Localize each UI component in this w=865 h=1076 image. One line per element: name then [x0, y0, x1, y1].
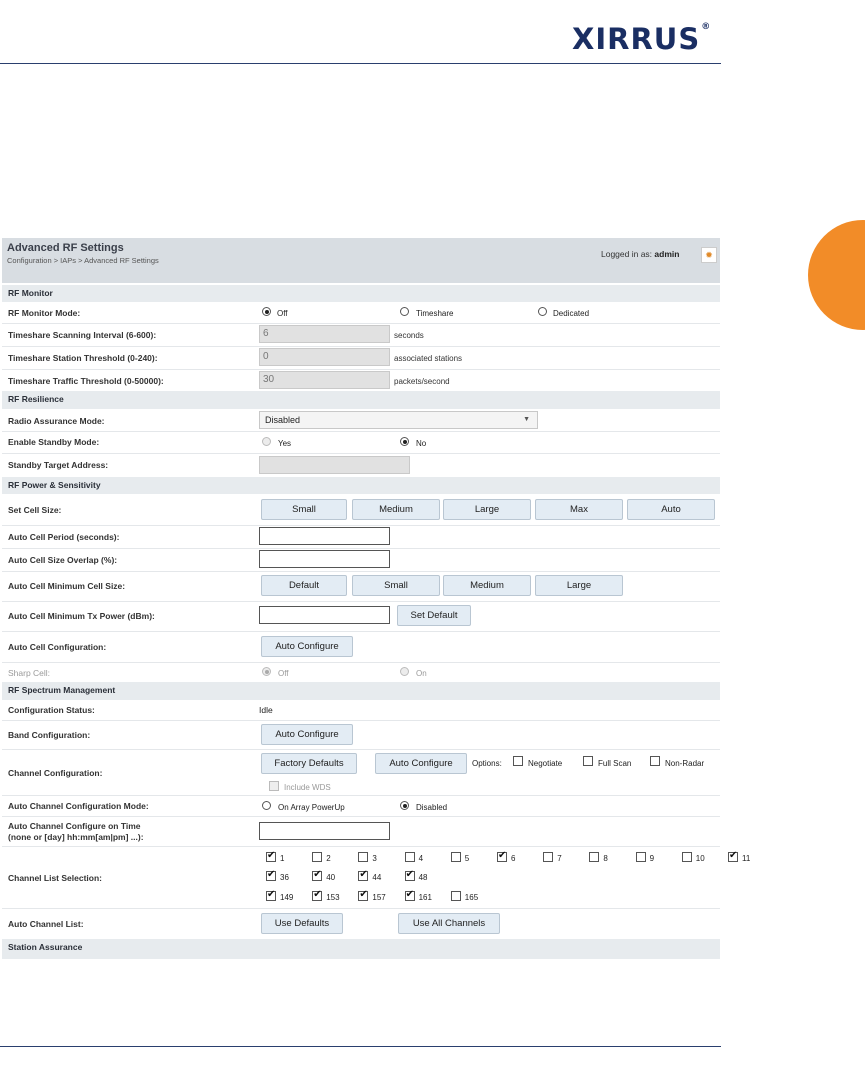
auto-channel-list-label: Auto Channel List: — [8, 919, 84, 929]
row-acc-mode — [2, 795, 720, 817]
config-status-label: Configuration Status: — [8, 705, 95, 715]
traffic-threshold-unit: packets/second — [394, 377, 450, 386]
cell-size-large-button[interactable]: Large — [443, 499, 531, 520]
username: admin — [654, 249, 680, 259]
rf-monitor-timeshare-radio[interactable] — [400, 307, 409, 316]
min-size-medium-button[interactable]: Medium — [443, 575, 531, 596]
station-threshold-label: Timeshare Station Threshold (0-240): — [8, 353, 158, 363]
acc-mode-label: Auto Channel Configuration Mode: — [8, 801, 149, 811]
header-rule — [0, 63, 721, 64]
row-timeshare-traffic — [2, 369, 720, 392]
channel-label: 2 — [326, 854, 331, 863]
row-auto-cell-overlap — [2, 548, 720, 572]
acc-powerup-radio[interactable] — [262, 801, 271, 810]
xirrus-logo: XIRRUS® — [572, 22, 712, 56]
station-threshold-unit: associated stations — [394, 354, 463, 363]
channel-checkbox[interactable] — [451, 852, 461, 862]
channel-checkbox[interactable] — [358, 871, 368, 881]
row-acc-time — [2, 816, 720, 847]
acc-time-input[interactable] — [259, 822, 390, 840]
section-rf-power: RF Power & Sensitivity — [2, 477, 720, 494]
traffic-threshold-input[interactable]: 30 — [259, 371, 390, 389]
cell-size-medium-button[interactable]: Medium — [352, 499, 440, 520]
sharp-cell-label: Sharp Cell: — [8, 668, 51, 678]
row-standby-target — [2, 453, 720, 478]
chapter-tab-marker — [808, 220, 865, 330]
channel-checkbox[interactable] — [728, 852, 738, 862]
negotiate-label: Negotiate — [528, 759, 563, 768]
set-default-button[interactable]: Set Default — [397, 605, 471, 626]
channel-checkbox[interactable] — [312, 871, 322, 881]
channel-checkbox[interactable] — [451, 891, 461, 901]
rf-monitor-dedicated-radio[interactable] — [538, 307, 547, 316]
row-sharp-cell — [2, 662, 720, 683]
options-label: Options: — [472, 759, 502, 768]
channel-label: 149 — [280, 893, 294, 902]
channel-checkbox[interactable] — [543, 852, 553, 862]
rf-monitor-timeshare-label: Timeshare — [416, 309, 454, 318]
channel-label: 153 — [326, 893, 340, 902]
row-channel-config — [2, 749, 720, 796]
auto-cell-tx-input[interactable] — [259, 606, 390, 624]
standby-no-radio[interactable] — [400, 437, 409, 446]
standby-no-label: No — [416, 439, 427, 448]
row-band-config — [2, 720, 720, 750]
login-status: Logged in as: admin — [601, 249, 680, 259]
row-set-cell-size — [2, 494, 720, 526]
row-auto-cell-config — [2, 631, 720, 663]
channel-checkbox[interactable] — [682, 852, 692, 862]
channel-config-label: Channel Configuration: — [8, 768, 103, 778]
min-size-default-button[interactable]: Default — [261, 575, 347, 596]
auto-cell-config-label: Auto Cell Configuration: — [8, 642, 107, 652]
channel-checkbox[interactable] — [497, 852, 507, 862]
auto-cell-configure-button[interactable]: Auto Configure — [261, 636, 353, 657]
scan-interval-label: Timeshare Scanning Interval (6-600): — [8, 330, 157, 340]
rf-monitor-mode-label: RF Monitor Mode: — [8, 308, 81, 318]
use-all-channels-button[interactable]: Use All Channels — [398, 913, 500, 934]
channel-checkbox[interactable] — [312, 891, 322, 901]
radio-assurance-label: Radio Assurance Mode: — [8, 416, 105, 426]
include-wds-label: Include WDS — [284, 783, 331, 792]
non-radar-checkbox[interactable] — [650, 756, 660, 766]
channel-label: 165 — [464, 893, 479, 902]
row-auto-channel-list — [2, 908, 720, 940]
row-config-status — [2, 700, 720, 721]
channel-checkbox[interactable] — [266, 891, 276, 901]
channel-checkbox[interactable] — [636, 852, 646, 862]
station-threshold-input[interactable]: 0 — [259, 348, 390, 366]
panel-header — [2, 238, 720, 283]
sharp-cell-off-radio[interactable] — [262, 667, 271, 676]
channel-label: 4 — [418, 854, 424, 863]
non-radar-label: Non-Radar — [665, 759, 705, 768]
scan-interval-input[interactable]: 6 — [259, 325, 390, 343]
channel-label: 10 — [695, 854, 705, 863]
row-standby-mode — [2, 431, 720, 454]
row-rf-monitor-mode — [2, 302, 720, 324]
cell-size-label: Set Cell Size: — [8, 505, 62, 515]
channel-label: 3 — [372, 854, 377, 863]
traffic-threshold-label: Timeshare Traffic Threshold (0-50000): — [8, 376, 164, 386]
breadcrumb: Configuration > IAPs > Advanced RF Settings — [7, 256, 159, 265]
channel-label: 7 — [557, 854, 562, 863]
band-config-label: Band Configuration: — [8, 730, 91, 740]
acc-disabled-radio[interactable] — [400, 801, 409, 810]
channel-checkbox[interactable] — [589, 852, 599, 862]
cell-size-small-button[interactable]: Small — [261, 499, 347, 520]
rf-monitor-off-label: Off — [277, 309, 288, 318]
sharp-cell-on-label: On — [416, 669, 427, 678]
row-timeshare-scanning — [2, 323, 720, 347]
channel-label: 1 — [280, 854, 285, 863]
footer-rule — [0, 1046, 721, 1047]
channel-checkbox[interactable] — [358, 891, 368, 901]
channel-list-label: Channel List Selection: — [8, 873, 102, 883]
min-size-small-button[interactable]: Small — [352, 575, 440, 596]
band-auto-configure-button[interactable]: Auto Configure — [261, 724, 353, 745]
radio-assurance-select[interactable]: Disabled ▼ — [259, 411, 538, 429]
channel-label: 5 — [464, 854, 470, 863]
auto-cell-period-label: Auto Cell Period (seconds): — [8, 532, 120, 542]
channel-label: 161 — [418, 893, 432, 902]
chevron-down-icon: ▼ — [523, 416, 530, 423]
acc-time-label: Auto Channel Configure on Time — [8, 821, 141, 831]
auto-cell-overlap-label: Auto Cell Size Overlap (%): — [8, 555, 118, 565]
channel-label: 48 — [418, 873, 428, 882]
channel-checkbox[interactable] — [358, 852, 368, 862]
gear-icon[interactable]: ✹ — [701, 247, 717, 263]
channel-label: 6 — [511, 854, 516, 863]
scan-interval-unit: seconds — [394, 331, 424, 340]
channel-label: 11 — [742, 854, 751, 863]
row-radio-assurance — [2, 409, 720, 432]
acc-disabled-label: Disabled — [416, 803, 448, 812]
full-scan-checkbox[interactable] — [583, 756, 593, 766]
sharp-cell-off-label: Off — [278, 669, 289, 678]
section-station-assurance: Station Assurance — [2, 939, 720, 959]
row-auto-cell-tx-power — [2, 601, 720, 632]
cell-size-auto-button[interactable]: Auto — [627, 499, 715, 520]
row-timeshare-station — [2, 346, 720, 370]
channel-label: 44 — [372, 873, 382, 882]
channel-checkbox[interactable] — [405, 852, 415, 862]
full-scan-label: Full Scan — [598, 759, 632, 768]
auto-cell-min-size-label: Auto Cell Minimum Cell Size: — [8, 581, 126, 591]
channel-checkbox[interactable] — [266, 852, 276, 862]
use-defaults-button[interactable]: Use Defaults — [261, 913, 343, 934]
standby-yes-radio[interactable] — [262, 437, 271, 446]
page-title: Advanced RF Settings — [7, 242, 124, 254]
row-auto-cell-min-size — [2, 571, 720, 602]
row-channel-list — [2, 846, 751, 909]
section-rf-spectrum: RF Spectrum Management — [2, 682, 720, 700]
channel-checkbox[interactable] — [266, 871, 276, 881]
auto-cell-period-input[interactable] — [259, 527, 390, 545]
channel-label: 40 — [326, 873, 336, 882]
channel-label: 8 — [603, 854, 608, 863]
channel-auto-configure-button[interactable]: Auto Configure — [375, 753, 467, 774]
sharp-cell-on-radio[interactable] — [400, 667, 409, 676]
negotiate-checkbox[interactable] — [513, 756, 523, 766]
rf-monitor-dedicated-label: Dedicated — [553, 309, 590, 318]
advanced-rf-settings-panel — [2, 238, 751, 960]
row-auto-cell-period — [2, 525, 720, 549]
channel-label: 157 — [372, 893, 386, 902]
channel-label: 9 — [649, 854, 655, 863]
section-rf-resilience: RF Resilience — [2, 391, 720, 409]
channel-checkbox[interactable] — [405, 871, 415, 881]
channel-checkbox[interactable] — [312, 852, 322, 862]
acc-time-format-label: (none or [day] hh:mm[am|pm] ...): — [8, 832, 144, 842]
factory-defaults-button[interactable]: Factory Defaults — [261, 753, 357, 774]
rf-monitor-off-radio[interactable] — [262, 307, 271, 316]
include-wds-checkbox[interactable] — [269, 781, 279, 791]
section-rf-monitor: RF Monitor — [2, 285, 720, 302]
channel-checkbox[interactable] — [405, 891, 415, 901]
auto-cell-overlap-input[interactable] — [259, 550, 390, 568]
channel-label: 36 — [280, 873, 289, 882]
standby-mode-label: Enable Standby Mode: — [8, 437, 100, 447]
config-status-value: Idle — [259, 705, 273, 715]
min-size-large-button[interactable]: Large — [535, 575, 623, 596]
standby-yes-label: Yes — [278, 439, 292, 448]
standby-target-label: Standby Target Address: — [8, 460, 109, 470]
auto-cell-tx-label: Auto Cell Minimum Tx Power (dBm): — [8, 611, 155, 621]
standby-target-input[interactable] — [259, 456, 410, 474]
cell-size-max-button[interactable]: Max — [535, 499, 623, 520]
acc-powerup-label: On Array PowerUp — [278, 803, 345, 812]
